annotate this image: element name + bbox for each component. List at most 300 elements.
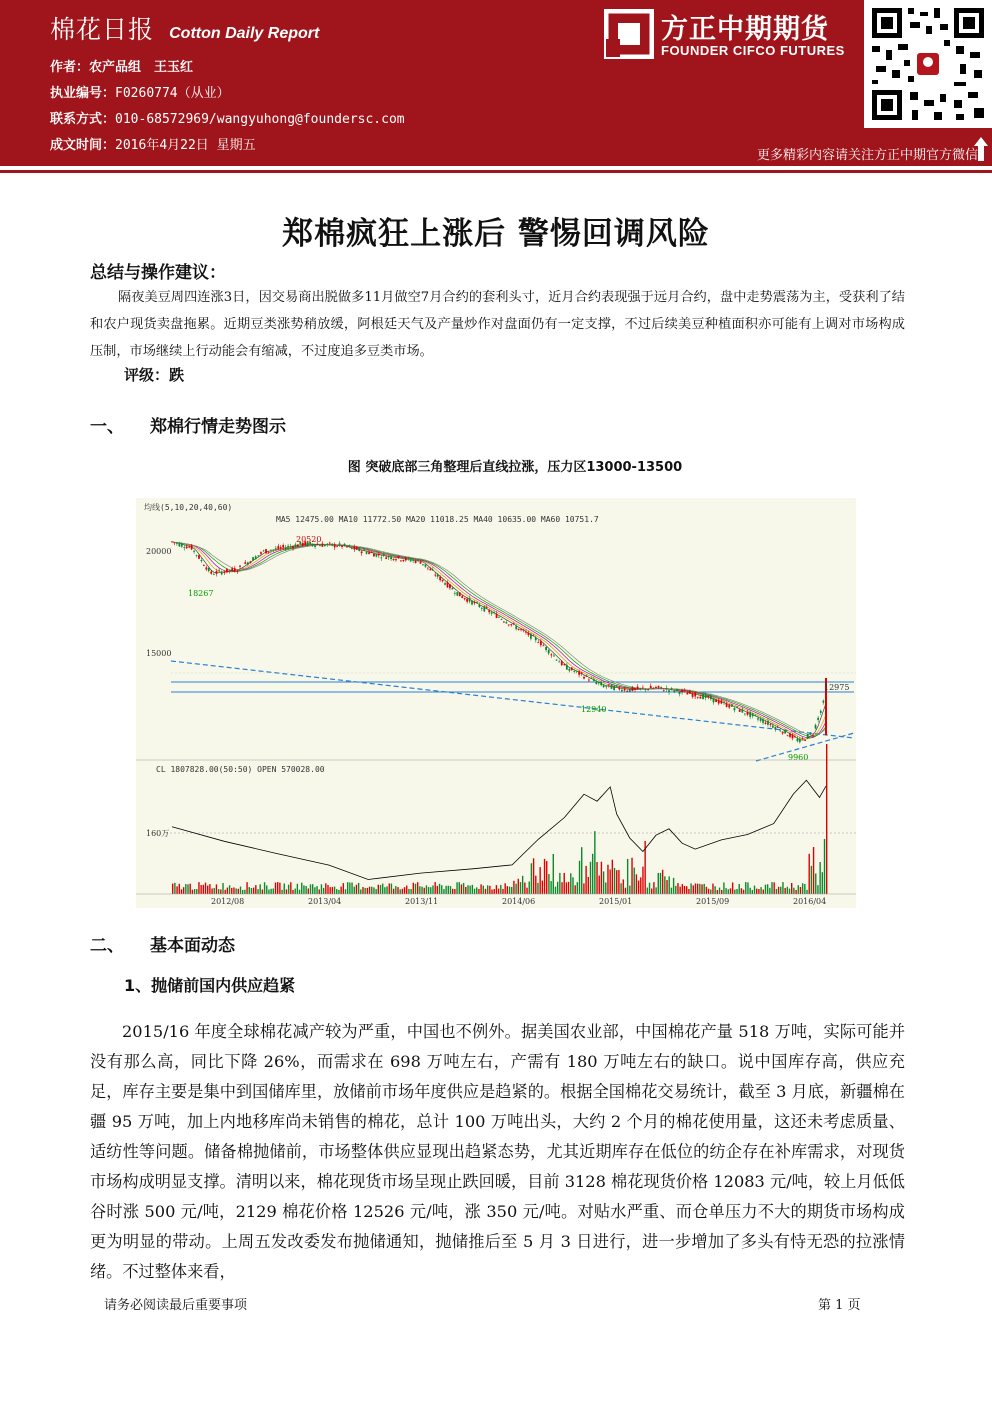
volume-bar — [489, 886, 490, 894]
volume-bar — [428, 887, 429, 894]
volume-bar — [255, 885, 256, 894]
candle — [410, 560, 412, 561]
volume-bar — [279, 883, 280, 894]
volume-bar — [231, 888, 232, 894]
candle — [537, 642, 539, 643]
volume-bar — [434, 882, 435, 894]
candle — [412, 560, 414, 561]
volume-bar — [607, 865, 608, 894]
volume-bar — [544, 859, 545, 894]
candle — [201, 560, 203, 561]
contact-value: 010-68572969/wangyuhong@foundersc.com — [115, 112, 405, 127]
volume-bar — [292, 890, 293, 894]
candle — [188, 547, 190, 548]
volume-bar — [270, 889, 271, 894]
candle — [586, 675, 588, 677]
report-title-en: Cotton Daily Report — [169, 25, 320, 42]
candle — [540, 641, 542, 645]
volume-bar — [251, 888, 252, 894]
candle — [280, 547, 282, 548]
candle — [314, 545, 316, 547]
candle — [366, 552, 368, 554]
volume-bar — [581, 847, 582, 894]
candle — [611, 684, 613, 688]
volume-bar — [299, 890, 300, 894]
candle — [652, 688, 654, 689]
section-2-heading — [90, 931, 235, 956]
volume-bar — [391, 884, 392, 894]
volume-bar — [448, 886, 449, 894]
candle — [498, 617, 500, 618]
volume-bar — [706, 887, 707, 894]
volume-bar — [734, 890, 735, 894]
x-axis-label: 2015/01 — [599, 897, 633, 906]
volume-bar — [480, 884, 481, 894]
volume-bar — [222, 883, 223, 894]
page-number: 第 1 页 — [818, 1298, 861, 1313]
volume-bar — [483, 886, 484, 894]
x-axis-label: 2014/06 — [502, 897, 536, 906]
volume-bar — [496, 885, 497, 894]
volume-bar — [343, 883, 344, 894]
volume-bar — [384, 887, 385, 894]
candle — [496, 614, 498, 618]
candle — [466, 599, 468, 602]
volume-bar — [461, 884, 462, 894]
candle — [380, 557, 382, 558]
volume-bar — [693, 885, 694, 894]
candle — [272, 550, 274, 551]
volume-bar — [730, 888, 731, 894]
candle — [598, 682, 600, 683]
candle — [689, 691, 691, 694]
candle — [530, 633, 532, 638]
volume-bar — [780, 887, 781, 894]
candle — [566, 665, 568, 670]
candle — [807, 734, 809, 738]
volume-bar — [410, 889, 411, 894]
volume-bar — [224, 890, 225, 894]
candle — [762, 719, 764, 722]
candle — [543, 645, 545, 646]
volume-bar — [338, 890, 339, 894]
volume-bar — [557, 882, 558, 894]
candle — [820, 711, 822, 713]
candle — [176, 543, 178, 544]
candle — [713, 698, 715, 702]
candle — [461, 596, 463, 598]
volume-bar — [325, 883, 326, 894]
chart-ma-label: 均线(5,10,20,40,60) — [144, 503, 233, 512]
volume-bar — [795, 890, 796, 894]
candle — [817, 718, 819, 720]
volume-bar — [474, 889, 475, 894]
candle — [600, 682, 602, 685]
volume-bar — [651, 889, 652, 894]
candle — [747, 712, 749, 715]
candle — [535, 637, 537, 640]
candle — [760, 719, 762, 721]
volume-bar — [566, 882, 567, 894]
candle — [427, 568, 429, 569]
qr-code-icon[interactable] — [864, 0, 992, 128]
contact-label: 联系方式： — [50, 112, 116, 127]
volume-bar — [294, 889, 295, 894]
volume-bar — [614, 868, 615, 894]
candle — [812, 735, 814, 736]
candle — [583, 677, 585, 679]
candle — [483, 606, 485, 611]
candle — [553, 656, 555, 657]
candle — [700, 697, 702, 699]
volume-bar — [752, 890, 753, 894]
candle — [789, 733, 791, 737]
volume-bar — [570, 873, 571, 894]
candle — [402, 560, 404, 561]
candle — [720, 701, 722, 704]
volume-bar — [526, 888, 527, 894]
volume-bar — [465, 887, 466, 894]
candle — [268, 552, 270, 553]
candle — [260, 552, 262, 554]
candle — [588, 680, 590, 681]
candle — [697, 697, 699, 698]
candle — [196, 555, 198, 556]
license-label: 执业编号： — [50, 86, 116, 101]
candle — [802, 738, 804, 739]
date-label: 成文时间： — [50, 138, 116, 153]
volume-bar — [708, 889, 709, 894]
volume-bar — [686, 886, 687, 894]
candle — [532, 635, 534, 636]
candle — [505, 622, 507, 623]
annotation-support: 12940 — [581, 705, 607, 714]
volume-bar — [579, 861, 580, 894]
volume-bar — [747, 882, 748, 894]
volume-bar — [559, 873, 560, 894]
candle — [481, 608, 483, 609]
brand-name-en: FOUNDER CIFCO FUTURES — [661, 43, 845, 58]
volume-bar — [367, 888, 368, 894]
candle — [822, 701, 824, 703]
candle — [415, 561, 417, 563]
volume-bar — [717, 890, 718, 894]
candle — [581, 672, 583, 673]
candle — [558, 662, 560, 663]
volume-bar — [421, 887, 422, 894]
candle — [226, 569, 228, 573]
candle — [739, 709, 741, 711]
candle — [568, 669, 570, 671]
candle — [715, 699, 717, 702]
volume-bar — [553, 854, 554, 894]
volume-bar — [701, 884, 702, 894]
volume-bar — [216, 884, 217, 894]
volume-bar — [192, 890, 193, 894]
brand-logo — [604, 5, 862, 65]
candle — [395, 559, 397, 560]
candle — [432, 569, 434, 570]
candle — [642, 688, 644, 689]
volume-bar — [329, 887, 330, 894]
candle — [561, 661, 563, 665]
volume-bar — [771, 882, 772, 894]
candle — [208, 568, 210, 571]
candle — [277, 546, 279, 549]
candle — [705, 695, 707, 698]
volume-bar — [826, 744, 827, 894]
volume-bar — [723, 882, 724, 894]
candle — [650, 686, 652, 688]
volume-bar — [179, 884, 180, 894]
volume-bar — [467, 885, 468, 894]
annotation-bottom: 9960 — [788, 753, 809, 762]
candle — [368, 552, 370, 554]
volume-bar — [281, 890, 282, 894]
volume-bar — [238, 889, 239, 894]
candle — [772, 726, 774, 728]
volume-bar — [266, 885, 267, 894]
volume-bar — [183, 887, 184, 894]
footer-notice: 请务必阅读最后重要事项 — [104, 1298, 248, 1313]
volume-bar — [316, 886, 317, 894]
author-label: 作者： — [50, 60, 90, 75]
volume-bar — [682, 884, 683, 894]
volume-bar — [776, 889, 777, 894]
volume-bar — [787, 887, 788, 894]
candle — [576, 671, 578, 672]
volume-bar — [631, 858, 632, 894]
volume-bar — [187, 884, 188, 894]
volume-bar — [469, 886, 470, 894]
volume-bar — [675, 886, 676, 894]
volume-bar — [699, 884, 700, 894]
candle — [361, 551, 363, 553]
volume-bar — [235, 888, 236, 894]
volume-bar — [564, 873, 565, 894]
volume-bar — [402, 889, 403, 894]
candle — [393, 559, 395, 560]
candle — [681, 690, 683, 692]
candle — [292, 546, 294, 548]
section-1-number: 一、 — [90, 417, 124, 437]
volume-bar — [754, 886, 755, 894]
candle — [239, 566, 241, 567]
candle — [181, 544, 183, 547]
candle — [749, 712, 751, 717]
summary-heading: 总结与操作建议： — [90, 263, 226, 283]
volume-bar — [259, 884, 260, 894]
candle — [439, 577, 441, 580]
candle — [449, 584, 451, 588]
volume-bar — [356, 885, 357, 894]
candle — [425, 564, 427, 566]
volume-bar — [459, 882, 460, 894]
volume-bar — [695, 884, 696, 894]
volume-bar — [487, 885, 488, 894]
volume-bar — [673, 878, 674, 894]
volume-bar — [386, 886, 387, 894]
annotation-last: 12975 — [824, 683, 850, 692]
volume-bar — [290, 882, 291, 894]
candle — [525, 632, 527, 633]
annotation-high: 20520 — [296, 535, 322, 544]
volume-bar — [485, 889, 486, 894]
volume-bar — [242, 890, 243, 894]
volume-bar — [415, 884, 416, 894]
candle — [613, 686, 615, 690]
volume-bar — [596, 862, 597, 894]
volume-bar — [710, 890, 711, 894]
volume-bar — [507, 886, 508, 894]
candle — [178, 543, 180, 546]
volume-bar — [638, 881, 639, 894]
volume-bar — [784, 888, 785, 894]
candle — [741, 709, 743, 712]
volume-bar — [653, 882, 654, 894]
volume-bar — [749, 888, 750, 894]
wechat-note: 更多精彩内容请关注方正中期官方微信 — [756, 148, 978, 163]
volume-bar — [704, 884, 705, 894]
volume-bar — [756, 889, 757, 894]
volume-bar — [426, 885, 427, 894]
volume-bar — [432, 885, 433, 894]
author-meta — [50, 55, 405, 159]
volume-bar — [629, 886, 630, 894]
volume-bar — [612, 860, 613, 894]
candle — [573, 671, 575, 672]
candle — [624, 689, 626, 691]
volume-bar — [697, 884, 698, 894]
candle — [702, 694, 704, 699]
candle — [331, 544, 333, 546]
volume-bar — [585, 866, 586, 894]
volume-bar — [253, 888, 254, 894]
candle — [686, 693, 688, 695]
candle — [250, 561, 252, 563]
candle — [518, 629, 520, 630]
volume-bar — [200, 885, 201, 894]
candle — [191, 545, 193, 549]
volume-bar — [627, 859, 628, 894]
volume-bar — [741, 888, 742, 894]
candle — [595, 682, 597, 684]
candle — [255, 556, 257, 559]
figure-caption: 图 突破底部三角整理后直线拉涨，压力区13000-13500 — [347, 460, 683, 475]
candle — [637, 687, 639, 690]
candle — [270, 551, 272, 552]
volume-bar — [273, 888, 274, 894]
volume-bar — [233, 887, 234, 894]
candle — [515, 626, 517, 629]
volume-bar — [817, 885, 818, 894]
license-value: F0260774（从业） — [115, 86, 230, 101]
candle — [770, 724, 772, 725]
candle — [556, 660, 558, 661]
candle — [679, 692, 681, 694]
volume-bar — [288, 885, 289, 894]
candle — [344, 544, 346, 546]
candle — [744, 713, 746, 714]
volume-bar — [321, 884, 322, 894]
candle — [417, 560, 419, 561]
volume-bar — [498, 889, 499, 894]
candle — [728, 705, 730, 707]
candle — [398, 556, 400, 558]
candle — [752, 713, 754, 716]
x-axis-label: 2016/04 — [793, 897, 827, 906]
candle — [329, 543, 331, 544]
candle — [632, 687, 634, 691]
candle — [336, 546, 338, 547]
candle — [796, 739, 798, 741]
candle — [491, 612, 493, 613]
volume-bar — [609, 869, 610, 894]
volume-bar — [743, 890, 744, 894]
candle — [658, 686, 660, 688]
volume-bar — [334, 887, 335, 894]
volume-bar — [220, 889, 221, 894]
volume-bar — [688, 889, 689, 894]
candle — [339, 543, 341, 545]
candle — [603, 685, 605, 687]
candle — [231, 568, 233, 570]
volume-bar — [314, 887, 315, 894]
volume-bar — [804, 884, 805, 894]
volume-bar — [264, 882, 265, 894]
candle — [692, 694, 694, 697]
volume-bar — [548, 874, 549, 894]
volume-bar — [378, 885, 379, 894]
candle — [684, 690, 686, 691]
volume-bar — [277, 882, 278, 894]
candle — [447, 582, 449, 587]
volume-bar — [618, 870, 619, 894]
candle — [523, 630, 525, 631]
volume-bar — [824, 839, 825, 894]
x-axis-label: 2013/11 — [405, 897, 439, 906]
candle — [508, 625, 510, 626]
volume-bar — [655, 887, 656, 894]
volume-bar — [395, 886, 396, 894]
volume-bar — [211, 888, 212, 894]
volume-bar — [601, 862, 602, 894]
volume-bar — [765, 885, 766, 894]
section-1-title: 郑棉行情走势图示 — [150, 417, 286, 437]
candle — [422, 564, 424, 565]
candle — [593, 679, 595, 681]
volume-bar — [592, 854, 593, 894]
candle — [510, 624, 512, 625]
volume-bar — [249, 887, 250, 894]
candle — [213, 574, 215, 575]
volume-bar — [358, 883, 359, 894]
candle — [676, 689, 678, 690]
candle — [265, 549, 267, 553]
candle — [520, 629, 522, 630]
candle — [782, 732, 784, 734]
candle — [501, 619, 503, 620]
volume-bar — [625, 888, 626, 894]
volume-bar — [590, 862, 591, 894]
volume-bar — [758, 889, 759, 894]
volume-bar — [739, 884, 740, 894]
candle — [564, 664, 566, 665]
candle — [183, 547, 185, 548]
volume-bar — [542, 881, 543, 894]
candle — [757, 718, 759, 719]
candle — [193, 551, 195, 552]
